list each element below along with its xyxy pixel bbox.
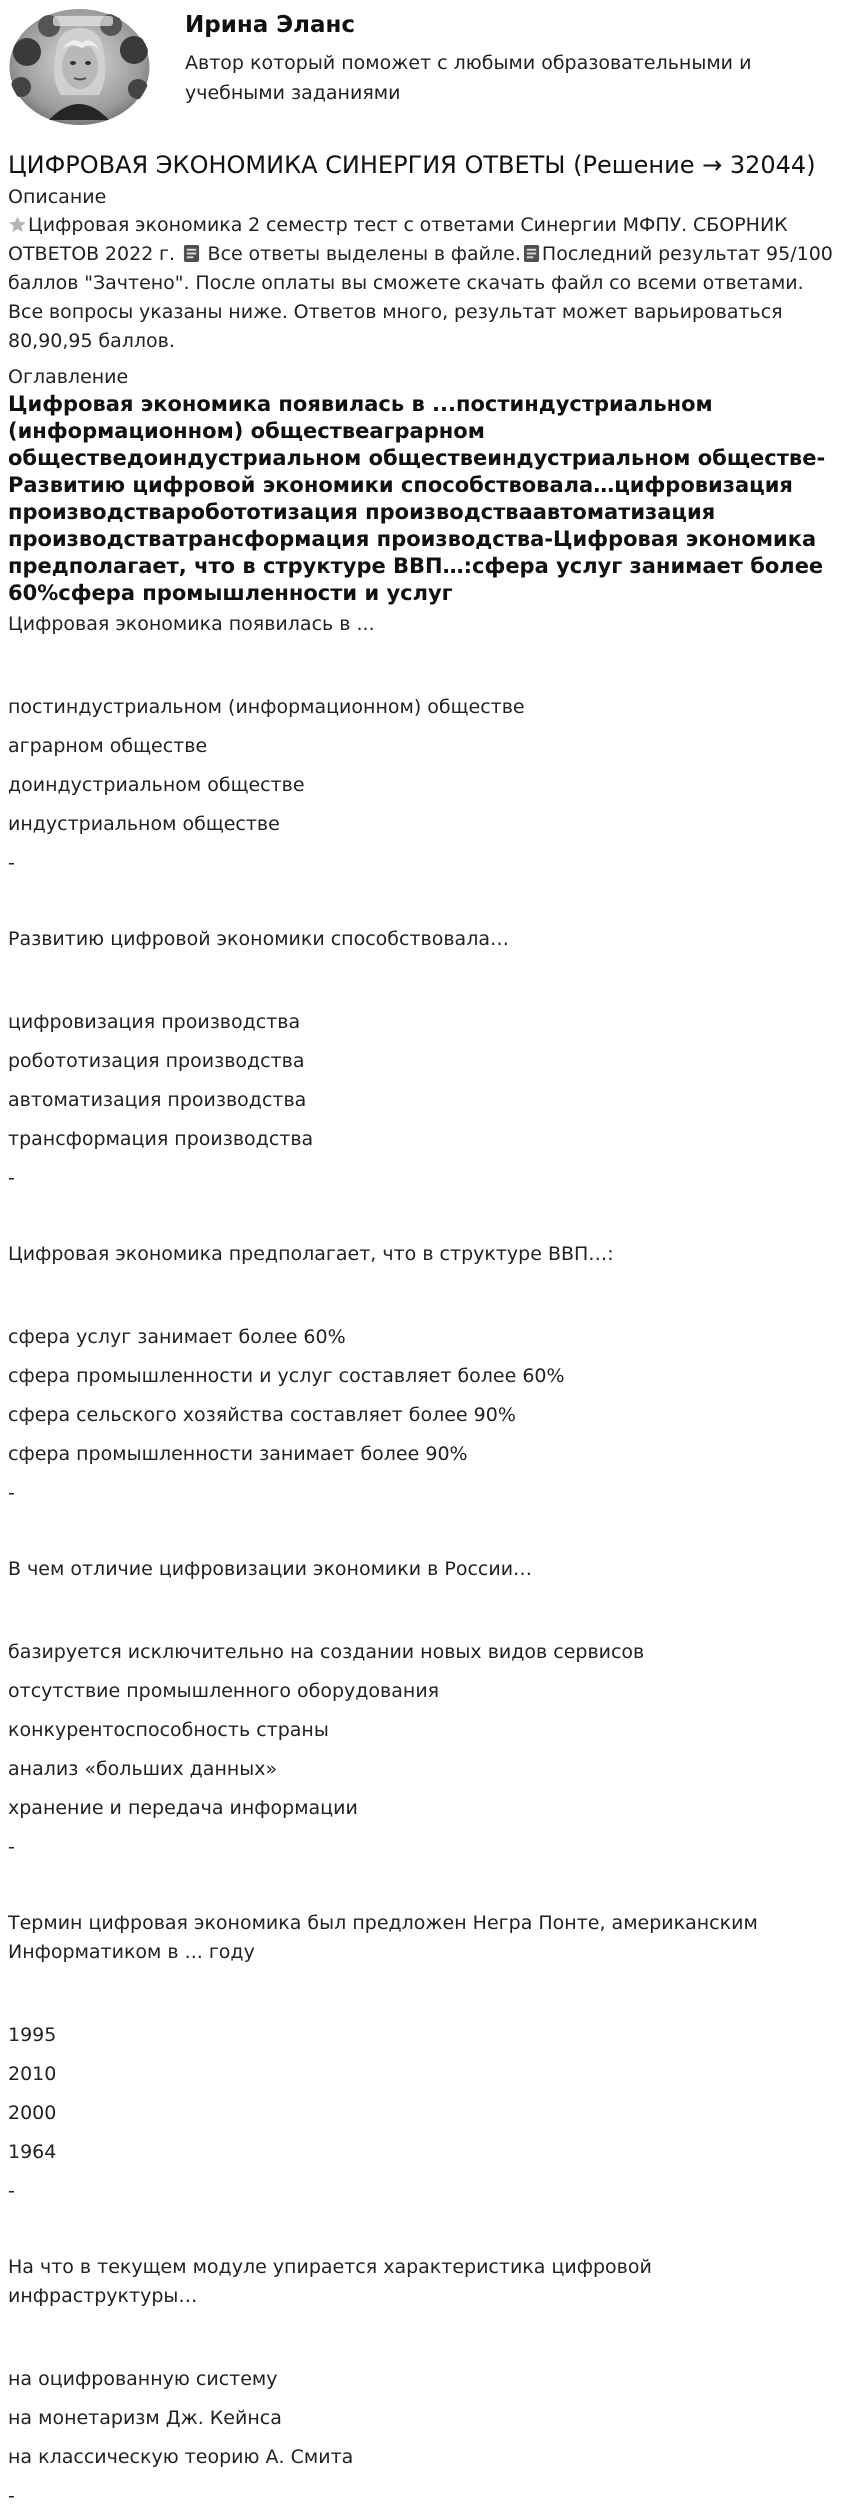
answer-option: сфера промышленности занимает более 90% — [8, 1443, 468, 1465]
answer-option: на монетаризм Дж. Кейнса — [8, 2407, 282, 2429]
star-icon — [8, 215, 27, 234]
answer-option: цифровизация производства — [8, 1011, 301, 1033]
author-card — [8, 8, 838, 128]
question-text: Цифровая экономика предполагает, что в структуре ВВП…: — [8, 1243, 614, 1265]
answer-option: 1995 — [8, 2024, 57, 2046]
separator-spacer — [8, 1198, 839, 1236]
answer-option: анализ «больших данных» — [8, 1758, 278, 1780]
question-spacer — [8, 954, 839, 1003]
description-part-3: Последний результат 95/100 баллов "Зачтено". После оплаты вы сможете скачать файл со всеми ответами. Все вопросы указаны ниже. Ответов много, результат может варьироваться 80,90,95 баллов. — [8, 243, 833, 352]
question-separator: - — [8, 1167, 15, 1189]
question-separator: - — [8, 1836, 15, 1858]
question-spacer — [8, 639, 839, 688]
answer-option: базируется исключительно на создании новых видов сервисов — [8, 1641, 645, 1663]
author-avatar[interactable] — [8, 8, 151, 126]
question-text: Термин цифровая экономика был предложен Негра Понте, американским Информатиком в ... году — [8, 1912, 758, 1963]
question-text: Цифровая экономика появилась в ... — [8, 613, 375, 635]
work-content — [8, 150, 839, 2516]
questions-list — [8, 610, 839, 2516]
answer-option: 2010 — [8, 2063, 57, 2085]
answer-option: трансформация производства — [8, 1128, 314, 1150]
avatar-portrait-icon — [8, 8, 151, 126]
question-text: На что в текущем модуле упирается характеристика цифровой инфраструктуры… — [8, 2256, 652, 2307]
question-spacer — [8, 1269, 839, 1318]
answer-option: сфера сельского хозяйства составляет более 90% — [8, 1404, 516, 1426]
answer-option: на оцифрованную систему — [8, 2368, 278, 2390]
question-separator: - — [8, 2485, 15, 2507]
answer-option: на классическую теорию А. Смита — [8, 2446, 354, 2468]
question-separator: - — [8, 1482, 15, 1504]
table-of-contents: Цифровая экономика появилась в ...постиндустриальном (информационном) обществеаграрном обществедоиндустриальном обществеиндустриальном обществе-Развитию цифровой экономики способствовала…цифровизация производстваробототизация производстваавтоматизация производстватрансформация производства-Цифровая экономика предполагает, что в структуре ВВП…:сфера услуг занимает более 60%сфера промышленности и услуг — [8, 392, 826, 605]
answer-option: постиндустриальном (информационном) обществе — [8, 696, 525, 718]
author-description: Автор который поможет с любыми образовательными и учебными заданиями — [185, 52, 752, 104]
work-description — [8, 211, 839, 356]
author-name[interactable]: Ирина Эланс — [185, 12, 356, 38]
question-block — [8, 925, 839, 1236]
question-block — [8, 610, 839, 921]
answer-option: отсутствие промышленного оборудования — [8, 1680, 440, 1702]
separator-spacer — [8, 2211, 839, 2249]
question-separator: - — [8, 852, 15, 874]
question-separator: - — [8, 2180, 15, 2202]
answer-option: 1964 — [8, 2141, 57, 2163]
question-spacer — [8, 1584, 839, 1633]
answer-option: доиндустриальном обществе — [8, 774, 305, 796]
table-of-contents-label: Оглавление — [8, 366, 129, 388]
description-part-2: Все ответы выделены в файле. — [201, 243, 521, 265]
question-text: Развитию цифровой экономики способствовала… — [8, 928, 509, 950]
question-block — [8, 1909, 839, 2249]
question-text: В чем отличие цифровизации экономики в России… — [8, 1558, 533, 1580]
work-title: ЦИФРОВАЯ ЭКОНОМИКА СИНЕРГИЯ ОТВЕТЫ (Решение → 32044) — [8, 151, 816, 179]
separator-spacer — [8, 1867, 839, 1905]
answer-option: сфера промышленности и услуг составляет более 60% — [8, 1365, 565, 1387]
separator-spacer — [8, 883, 839, 921]
answer-option: 2000 — [8, 2102, 57, 2124]
question-block — [8, 1555, 839, 1905]
answer-option: сфера услуг занимает более 60% — [8, 1326, 346, 1348]
description-label: Описание — [8, 186, 107, 208]
answer-option: аграрном обществе — [8, 735, 208, 757]
separator-spacer — [8, 1513, 839, 1551]
document-icon — [183, 244, 200, 263]
answer-option: автоматизация производства — [8, 1089, 307, 1111]
answer-option: конкурентоспособность страны — [8, 1719, 329, 1741]
document-icon — [523, 244, 540, 263]
question-block — [8, 1240, 839, 1551]
question-block — [8, 2253, 839, 2516]
description-part-1: Цифровая экономика 2 семестр тест с ответами Синергии МФПУ. СБОРНИК ОТВЕТОВ 2022 г. — [8, 214, 788, 265]
answer-option: индустриальном обществе — [8, 813, 280, 835]
question-spacer — [8, 1967, 839, 2016]
answer-option: хранение и передача информации — [8, 1797, 358, 1819]
answer-option: робототизация производства — [8, 1050, 305, 1072]
question-spacer — [8, 2311, 839, 2360]
